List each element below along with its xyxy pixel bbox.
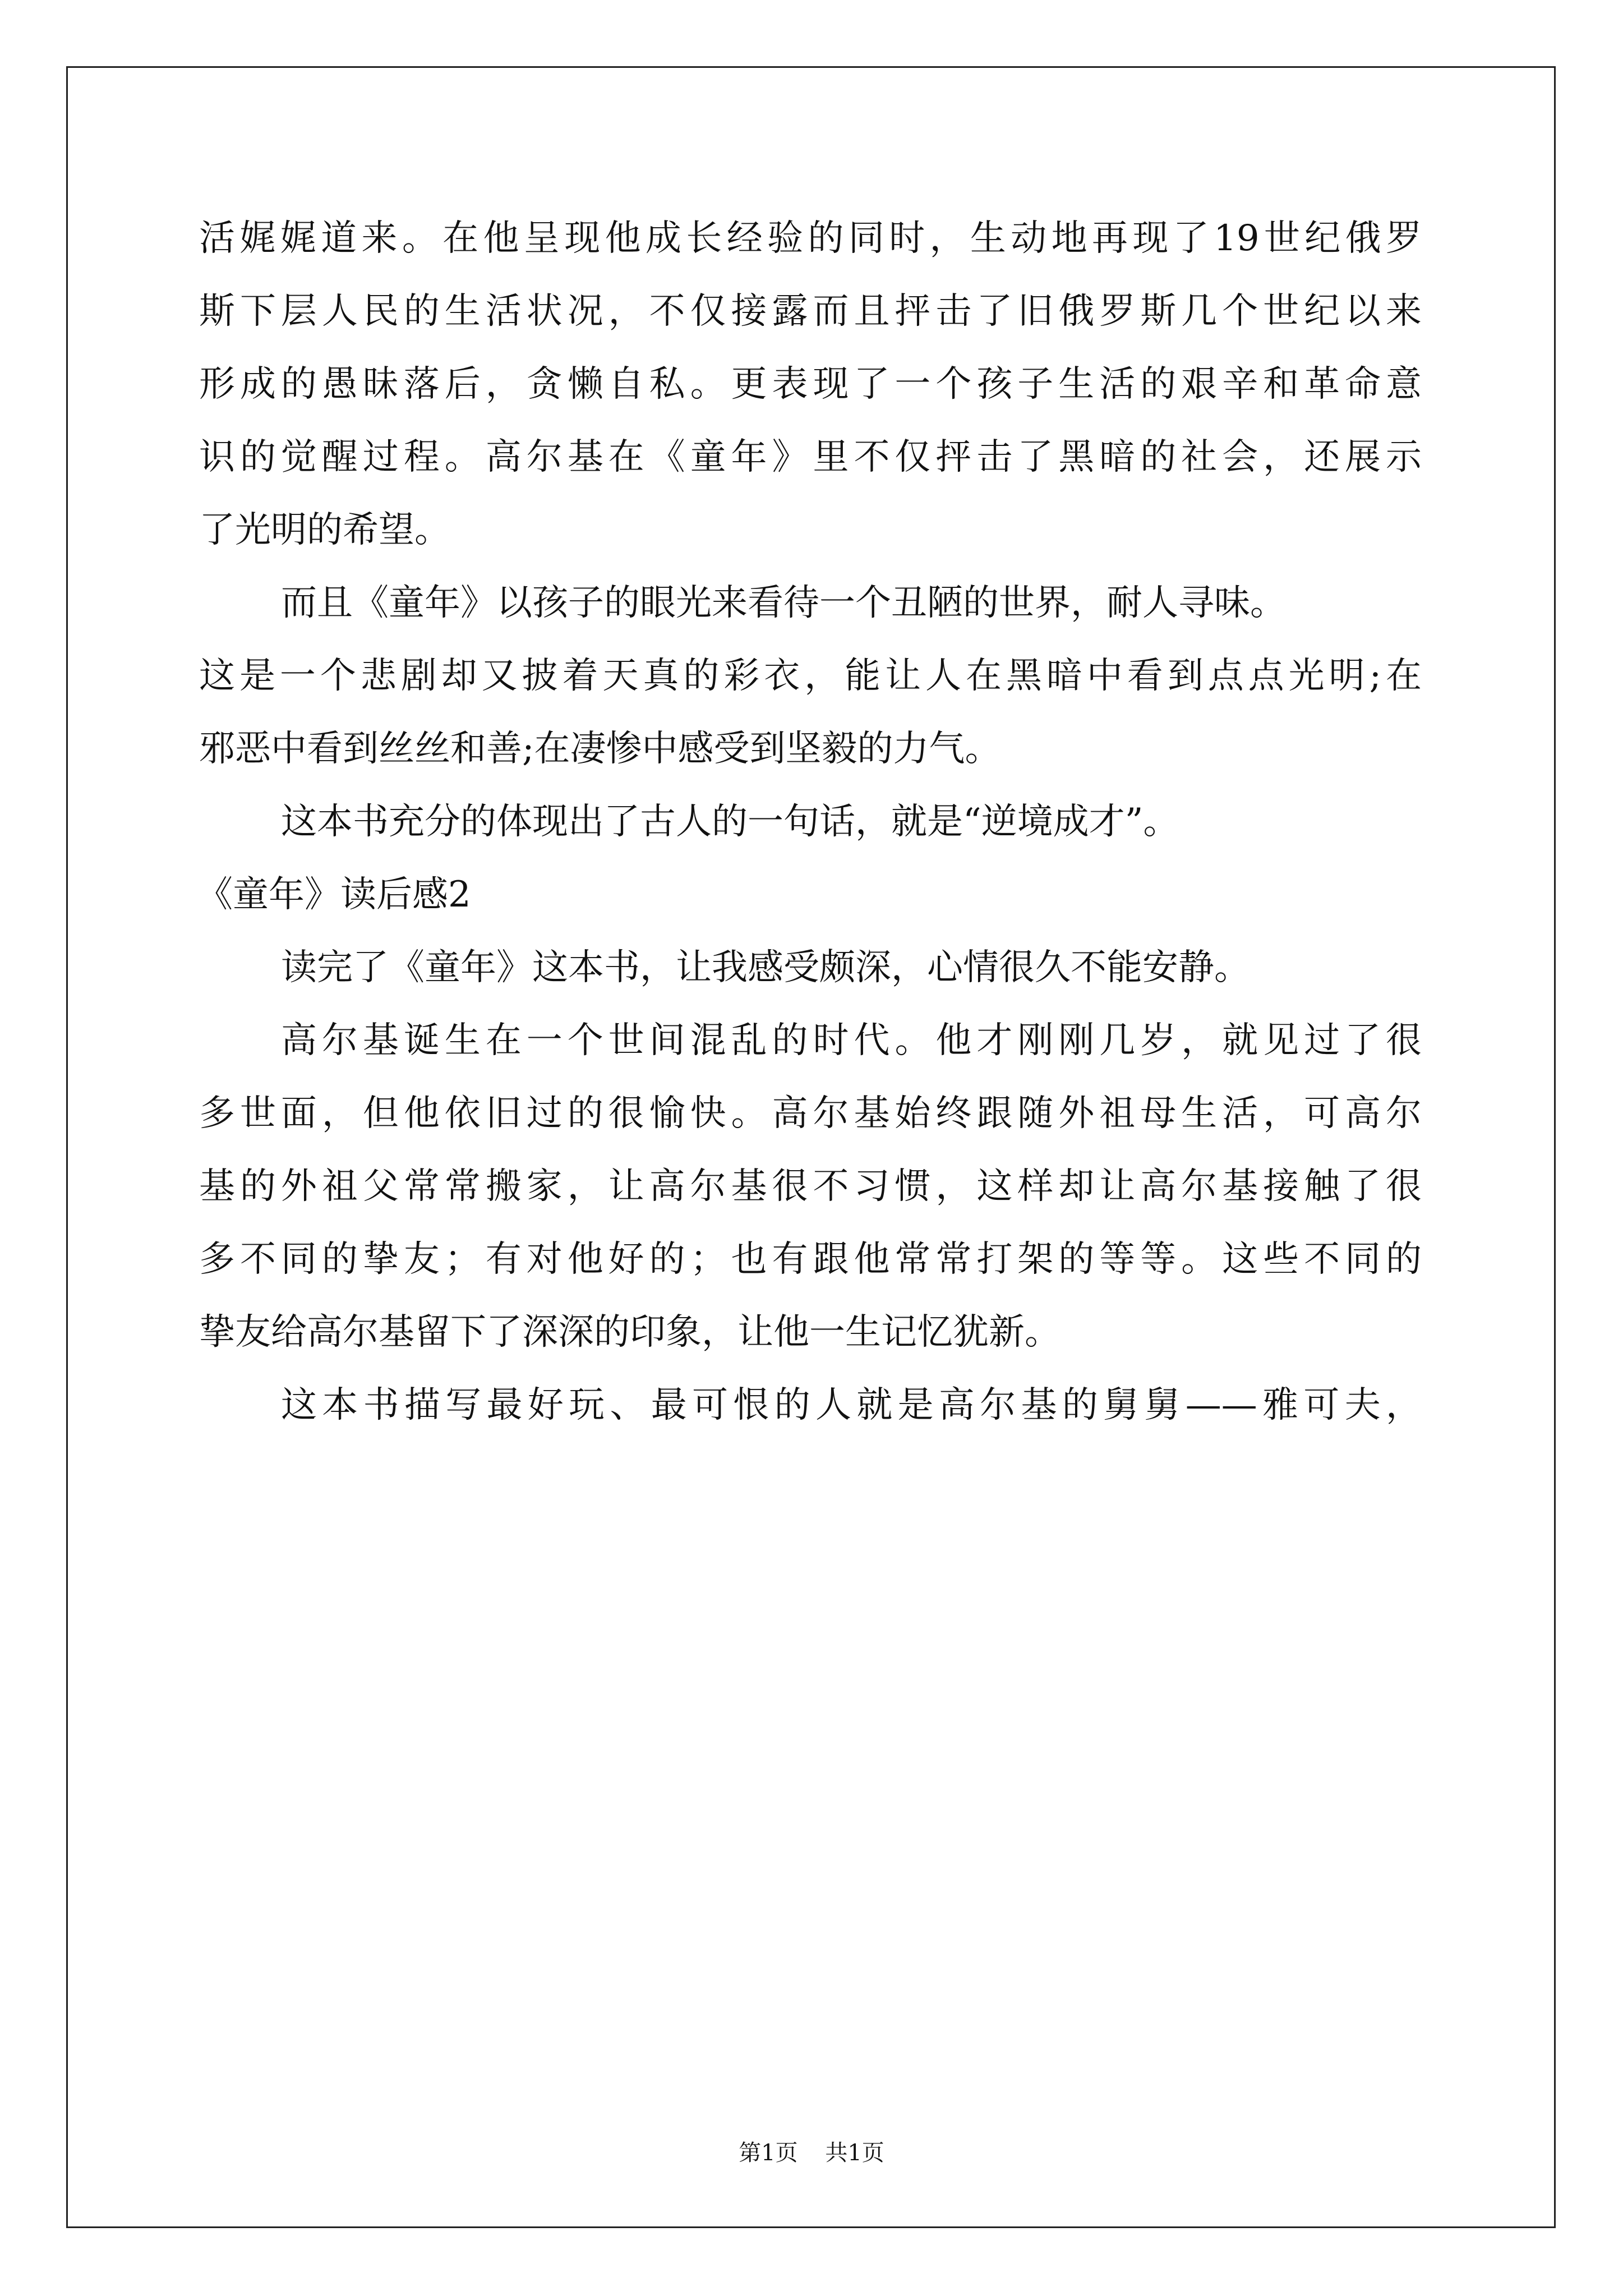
text-line: 形成的愚昧落后，贪懒自私。更表现了一个孩子生活的艰辛和革命意 bbox=[199, 364, 1422, 405]
document-body bbox=[199, 202, 1422, 1442]
text-line: 活娓娓道来。在他呈现他成长经验的同时，生动地再现了19世纪俄罗 bbox=[199, 218, 1422, 259]
text-line: 多不同的挚友；有对他好的；也有跟他常常打架的等等。这些不同的 bbox=[199, 1239, 1422, 1280]
paragraph-first-line: 这本书充分的体现出了古人的一句话，就是“逆境成才”。 bbox=[281, 801, 1179, 843]
paragraph-first-line: 这本书描写最好玩、最可恨的人就是高尔基的舅舅——雅可夫， bbox=[281, 1384, 1422, 1426]
page-number: 第1页 bbox=[739, 2140, 798, 2166]
paragraph-first-line: 高尔基诞生在一个世间混乱的时代。他才刚刚几岁，就见过了很 bbox=[281, 1020, 1422, 1061]
text-line: 了光明的希望。 bbox=[199, 509, 450, 551]
section-heading: 《童年》读后感2 bbox=[197, 874, 471, 915]
text-line: 多世面，但他依旧过的很愉快。高尔基始终跟随外祖母生活，可高尔 bbox=[199, 1093, 1422, 1134]
text-line: 挚友给高尔基留下了深深的印象，让他一生记忆犹新。 bbox=[199, 1312, 1061, 1353]
text-line: 邪恶中看到丝丝和善;在凄惨中感受到坚毅的力气。 bbox=[199, 728, 1001, 770]
text-line: 基的外祖父常常搬家，让高尔基很不习惯，这样却让高尔基接触了很 bbox=[199, 1166, 1422, 1207]
paragraph-first-line: 读完了《童年》这本书，让我感受颇深，心情很久不能安静。 bbox=[281, 947, 1250, 988]
page-total: 共1页 bbox=[825, 2140, 884, 2166]
page-footer bbox=[0, 2136, 1623, 2170]
text-line: 这是一个悲剧却又披着天真的彩衣，能让人在黑暗中看到点点光明;在 bbox=[199, 655, 1422, 697]
text-line: 斯下层人民的生活状况，不仅接露而且抨击了旧俄罗斯几个世纪以来 bbox=[199, 291, 1422, 332]
text-line: 识的觉醒过程。高尔基在《童年》里不仅抨击了黑暗的社会，还展示 bbox=[199, 436, 1422, 478]
paragraph-first-line: 而且《童年》以孩子的眼光来看待一个丑陋的世界，耐人寻味。 bbox=[281, 582, 1286, 624]
